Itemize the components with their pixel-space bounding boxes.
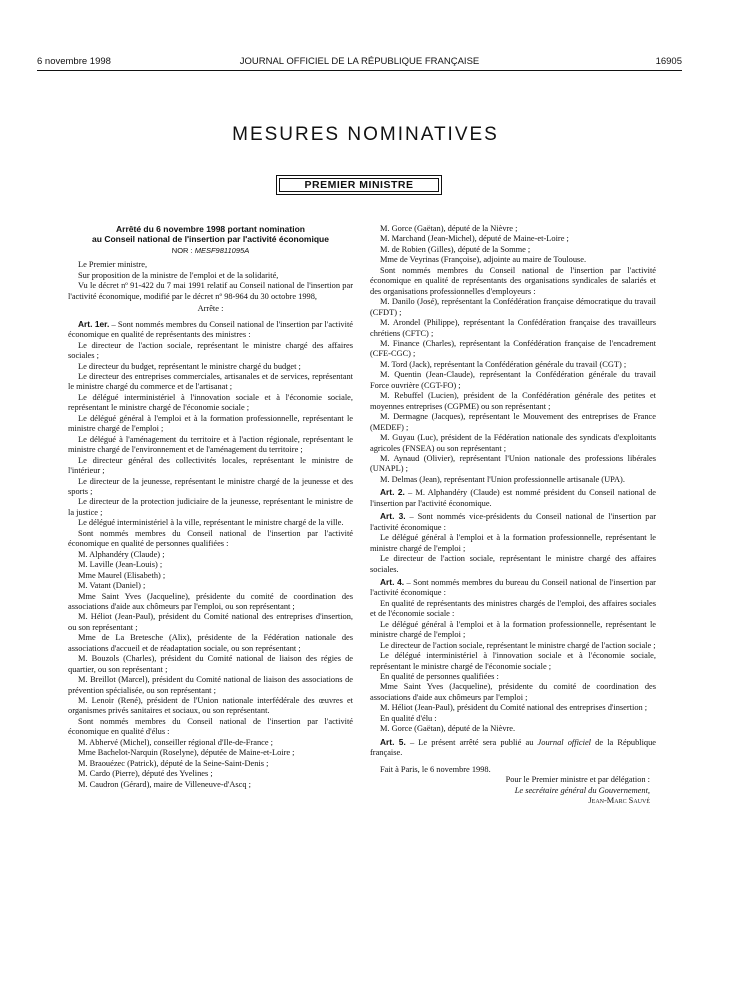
list-item: Mme de Veyrinas (Françoise), adjointe au maire de Toulouse. <box>380 255 587 265</box>
paragraph: M. Héliot (Jean-Paul), président du Comité national des entreprises d'insertion ; <box>380 703 648 713</box>
article-label: Art. 2. <box>380 487 405 498</box>
act-title-line-1: Arrêté du 6 novembre 1998 portant nomination <box>116 224 305 234</box>
paragraph: M. Gorce (Gaëtan), député de la Nièvre. <box>380 724 516 734</box>
article-label: Art. 3. <box>380 511 406 522</box>
list-item: M. Laville (Jean-Louis) ; <box>78 560 163 570</box>
paragraph: Le directeur de l'action sociale, représentant le ministre chargé des affaires sociales. <box>370 554 656 574</box>
list-item: M. Alphandéry (Claude) ; <box>78 549 165 559</box>
paragraph: En qualité de personnes qualifiées : <box>380 672 499 682</box>
arrete-label: Arrête : <box>197 304 224 314</box>
page-title: MESURES NOMINATIVES <box>232 124 499 145</box>
list-item: Mme Saint Yves (Jacqueline), présidente du comité de coordination des associations d'aide aux chômeurs par l'emploi, ou son représentant ; <box>68 591 353 611</box>
signatory-role: Le secrétaire général du Gouvernement, <box>514 785 650 795</box>
list-item: M. Marchand (Jean-Michel), député de Maine-et-Loire ; <box>380 234 569 244</box>
list-item: M. Abhervé (Michel), conseiller régional d'Ile-de-France ; <box>78 737 273 747</box>
page-header <box>37 56 682 70</box>
nor-reference <box>68 246 353 256</box>
list-item: M. Vatant (Daniel) ; <box>78 581 146 591</box>
list-item: M. Bouzols (Charles), président du Comité national de liaison des régies de quartier, ou son représentant ; <box>68 654 353 674</box>
article-label: Art. 4. <box>380 576 405 587</box>
header-page-number: 16905 <box>655 56 682 67</box>
nor-label: NOR : <box>171 246 193 255</box>
paragraph: Le directeur des entreprises commerciales, artisanales et de services, représentant le ministre chargé du commerce et de l'artisanat ; <box>68 371 353 392</box>
list-item: M. Quentin (Jean-Claude), représentant la Confédération générale du travail Force ouvrière (CGT-FO) ; <box>370 370 656 390</box>
paragraph: Le directeur de la protection judiciaire de la jeunesse, représentant le ministre de la justice ; <box>68 497 353 517</box>
paragraph: Le directeur général des collectivités locales, représentant le ministre de l'intérieur ; <box>68 455 353 476</box>
journal-name: Journal officiel <box>537 737 592 747</box>
list-item: M. Aynaud (Olivier), représentant l'Union nationale des professions libérales (UNAPL) ; <box>370 453 656 474</box>
article-label: Art. 5. <box>380 736 406 747</box>
paragraph: Le directeur du budget, représentant le ministre chargé du budget ; <box>78 361 301 371</box>
paragraph: Le délégué interministériel à la ville, représentant le ministre chargé de la ville. <box>78 518 344 528</box>
act-title-line-2: au Conseil national de l'insertion par l'activité économique <box>92 234 329 244</box>
list-item: M. Finance (Charles), représentant la Confédération française de l'encadrement (CFE-CGC) ; <box>370 338 656 359</box>
list-item: M. Gorce (Gaëtan), député de la Nièvre ; <box>380 224 518 233</box>
left-column <box>68 224 353 790</box>
list-item: M. Breillot (Marcel), président du Comité national de liaison des associations de prévention spécialisée, ou son représentant ; <box>68 675 353 695</box>
paragraph: En qualité de représentants des ministres chargés de l'emploi, des affaires sociales et de l'économie sociale : <box>370 598 656 619</box>
article-2: Art. 2. – M. Alphandéry (Claude) est nommé président du Conseil national de l'insertion par l'activité économique. <box>370 487 656 508</box>
section-title: PREMIER MINISTRE <box>279 178 439 192</box>
list-item: M. Tord (Jack), représentant la Confédération générale du travail (CGT) ; <box>380 359 627 369</box>
paragraph: Le délégué interministériel à l'innovation sociale et à l'économie sociale, représentant le ministre chargé de l'économie sociale ; <box>68 392 353 413</box>
paragraph: Sont nommés membres du Conseil national de l'insertion par l'activité économique en qualité d'élus : <box>68 716 353 737</box>
list-item: M. Braouézec (Patrick), député de la Seine-Saint-Denis ; <box>78 758 269 768</box>
list-item: Mme Bachelot-Narquin (Roselyne), députée de Maine-et-Loire ; <box>78 748 295 758</box>
nor-code: MESF9811095A <box>194 246 250 255</box>
delegation-line: Pour le Premier ministre et par délégation : <box>505 775 650 785</box>
signatory-name: Jean-Marc Sauvé <box>588 796 650 806</box>
paragraph: Le directeur de la jeunesse, représentant le ministre chargé de la jeunesse et des sports ; <box>68 476 353 496</box>
fait-a-paris: Fait à Paris, le 6 novembre 1998. <box>380 764 491 774</box>
right-column <box>370 224 656 806</box>
list-item: M. Guyau (Luc), président de la Fédération nationale des syndicats d'exploitants agricoles (FNSEA) ou son représentant ; <box>370 433 656 453</box>
paragraph: Sont nommés membres du Conseil national de l'insertion par l'activité économique en qualité de personnes qualifiées : <box>68 528 353 549</box>
paragraph: Mme Saint Yves (Jacqueline), présidente du comité de coordination des associations d'aide aux chômeurs par l'emploi ; <box>370 682 656 702</box>
list-item: M. Delmas (Jean), représentant l'Union professionnelle artisanale (UPA). <box>380 474 625 484</box>
list-item: M. Rebuffel (Lucien), président de la Confédération générale des petites et moyennes entreprises (CGPME) ou son représentant ; <box>370 391 656 411</box>
list-item: M. Caudron (Gérard), maire de Villeneuve-d'Ascq ; <box>78 779 251 789</box>
list-item: M. Dermagne (Jacques), représentant le Mouvement des entreprises de France (MEDEF) ; <box>370 412 656 432</box>
paragraph: Le Premier ministre, <box>78 260 148 270</box>
list-item: M. Héliot (Jean-Paul), président du Comité national des entreprises d'insertion, ou son représentant ; <box>68 612 353 632</box>
paragraph: Le délégué général à l'emploi et à la formation professionnelle, représentant le ministre chargé de l'emploi ; <box>68 413 353 434</box>
article-4: Art. 4. – Sont nommés membres du bureau du Conseil national de l'insertion par l'activité économique : <box>370 576 656 598</box>
article-1: Art. 1er. – Sont nommés membres du Conseil national de l'insertion par l'activité économique en qualité de représentants des ministres : <box>68 318 353 340</box>
paragraph: Sont nommés membres du Conseil national de l'insertion par l'activité économique en qualité de représentants des organisations syndicales de salariés et des organisations professionnelles d'employeurs : <box>370 265 656 296</box>
paragraph: Le directeur de l'action sociale, représentant le ministre chargé de l'action sociale ; <box>380 640 656 650</box>
section-box <box>276 175 442 195</box>
list-item: Mme de La Bretesche (Alix), présidente de la Fédération nationale des associations d'accueil et de réadaptation sociale, ou son représentant ; <box>68 633 353 653</box>
list-item: M. Lenoir (René), président de l'Union nationale interfédérale des œuvres et organismes privés sanitaires et sociaux, ou son représentant. <box>68 696 353 716</box>
list-item: M. Danilo (José), représentant la Confédération française démocratique du travail (CFDT) ; <box>370 297 656 317</box>
paragraph: Le directeur de l'action sociale, représentant le ministre chargé des affaires sociales ; <box>68 340 353 361</box>
list-item: M. Arondel (Philippe), représentant la Confédération française des travailleurs chrétiens (CFTC) ; <box>370 318 656 338</box>
header-rule <box>37 70 682 71</box>
list-item: M. de Robien (Gilles), député de la Somme ; <box>380 244 531 254</box>
paragraph: Le délégué interministériel à l'innovation sociale et à l'économie sociale, représentant le ministre chargé de l'économie sociale ; <box>370 651 656 671</box>
paragraph: Le délégué à l'aménagement du territoire et à l'action régionale, représentant le ministre chargé de l'environnement et de l'aménagement du territoire ; <box>68 434 353 455</box>
article-5: Art. 5. – Le présent arrêté sera publié au Journal officiel de la République française. <box>370 736 657 758</box>
paragraph: Vu le décret nº 91-422 du 7 mai 1991 relatif au Conseil national de l'insertion par l'activité économique, modifié par le décret nº 98-964 du 30 octobre 1998, <box>68 281 353 301</box>
paragraph: Le délégué général à l'emploi et à la formation professionnelle, représentant le ministre chargé de l'emploi ; <box>370 619 656 640</box>
paragraph: Sur proposition de la ministre de l'emploi et de la solidarité, <box>78 270 279 280</box>
header-date: 6 novembre 1998 <box>37 56 111 67</box>
article-3: Art. 3. – Sont nommés vice-présidents du Conseil national de l'insertion par l'activité économique : <box>370 511 656 532</box>
list-item: Mme Maurel (Elisabeth) ; <box>78 570 166 580</box>
header-journal-title: JOURNAL OFFICIEL DE LA RÉPUBLIQUE FRANÇAISE <box>239 56 480 67</box>
paragraph: Le délégué général à l'emploi et à la formation professionnelle, représentant le ministre chargé de l'emploi ; <box>370 533 656 553</box>
article-label: Art. 1er. <box>78 318 110 329</box>
act-title <box>68 224 353 244</box>
paragraph: En qualité d'élu : <box>380 713 437 723</box>
list-item: M. Cardo (Pierre), député des Yvelines ; <box>78 769 213 779</box>
